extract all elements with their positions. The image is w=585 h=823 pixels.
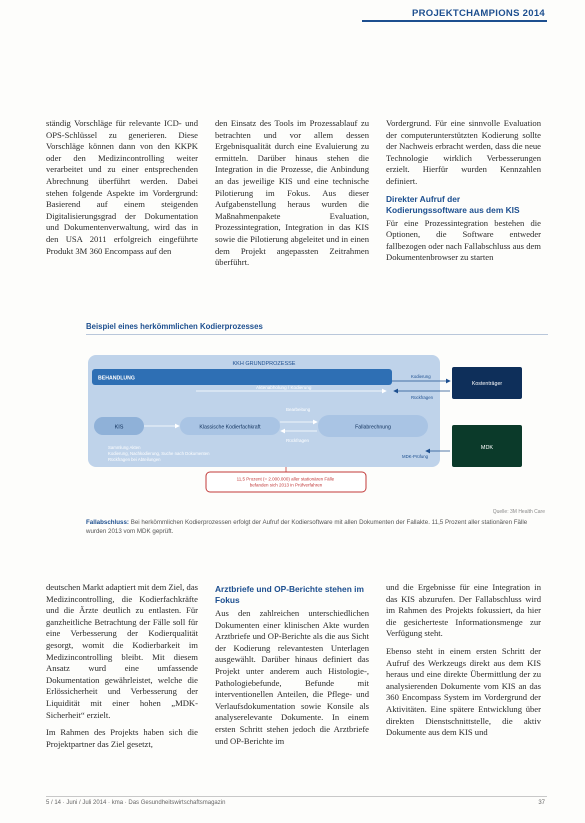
mdk-pruefung-label: MDK-Prüfung <box>402 454 429 459</box>
bearbeitung-label: Bearbeitung <box>286 407 311 412</box>
page-number: 37 <box>538 800 545 806</box>
footer-publication: 5 / 14 · Juni / Juli 2014 · kma · Das Gesundheitswirtschaftsmagazin <box>46 800 226 806</box>
paragraph: Im Rahmen des Projekts haben sich die Projektpartner das Ziel gesetzt, <box>46 727 198 749</box>
behandlung-label: BEHANDLUNG <box>98 375 135 382</box>
bottom-column-2 <box>215 582 369 753</box>
rueckfragen-mid-label: Rückfragen <box>286 438 310 443</box>
paragraph: und die Ergebnisse für eine Integration in das KIS abzurufen. Der Fallabschluss wird im Rahmen des Projekts fokussiert, da hier die gesicherteste Informationsmenge zur Verfügung steht. <box>386 582 541 639</box>
figure-rule <box>86 334 548 335</box>
kis-label: KIS <box>114 424 124 431</box>
note-kodierung: Kodierung, Nachkodierung, Suche nach Dokumenten <box>108 451 210 456</box>
paragraph: Aus den zahlreichen unterschiedlichen Dokumenten einer klinischen Akte wurden Arztbriefe und OP-Berichte als die aus Sicht der Kodierung relevantesten Unterlagen ausgewählt. Darüber hinaus definiert das Projekt unter anderem auch Histologie-, Pathologiebefunde, Befunde mit interventionellen Anteilen, die Pflege- und Verlaufsdokumentation sowie Konsile als analyserelevante Dokumente. In einem ersten Schritt stehen jedoch die Arztbriefe und OP-Berichte im <box>215 608 369 746</box>
process-diagram <box>86 345 546 495</box>
kodierung-label: Kodierung <box>411 374 431 379</box>
subheading: Direkter Aufruf der Kodierungssoftware aus dem KIS <box>386 193 520 215</box>
figure-title: Beispiel eines herkömmlichen Kodierprozesses <box>86 322 263 331</box>
aktenabholung-label: Aktenabholung / Kodierung <box>256 385 312 390</box>
top-column-1 <box>46 118 198 263</box>
paragraph: den Einsatz des Tools im Prozessablauf zu betrachten und vor allem dessen Ergebnisqualität durch eine Evaluierung zu ermitteln. Darüber hinaus stehen die Integration in die Prozesse, die Anbindung an das jeweilige KIS und eine technische Pilotierung im Fokus. Aus dieser Aufgabenstellung heraus wurden die Maßnahmenpakete Evaluation, Prozessintegration, Integration in das KIS sowie die Pilotierung abgeleitet und in einen dem Projekt angepassten Zeitrahmen überführt. <box>215 118 369 268</box>
bottom-column-1 <box>46 582 198 756</box>
subheading: Arztbriefe und OP-Berichte stehen im Fokus <box>215 584 364 605</box>
behandlung-lane <box>92 369 392 385</box>
rueckfragen-right-label: Rückfragen <box>411 395 433 400</box>
top-column-3 <box>386 118 541 270</box>
callout-line: befanden sich 2013 in Prüfverfahren <box>249 482 323 488</box>
footer-rule <box>46 796 547 797</box>
figure-credit: Quelle: 3M Health Care <box>492 509 545 515</box>
paragraph: deutschen Markt adaptiert mit dem Ziel, das Medizincontrolling, die Kodierfachkräfte und die Ärzte deutlich zu entlasten. Für ganzheitliche Betrachtung der Fälle soll für eine Verbesserung der Kodierqualität gesorgt, womit die Kodierbarkeit im Medizincontrolling bleibt. Mit diesem Ansatz wurd eine umfassende Dokumentation gewährleistet, welche die Erlössicherheit und Verbesserung der Liquidität mit einer hohen „MDK-Sicherheit“ erzielt. <box>46 582 199 720</box>
mdk-label: MDK <box>480 445 494 451</box>
kodierfachkraft-label: Klassische Kodierfachkraft <box>199 424 261 431</box>
grundprozesse-label: KKH GRUNDPROZESSE <box>232 361 296 367</box>
section-header: PROJEKTCHAMPIONS 2014 <box>411 8 545 19</box>
callout-line: 11,5 Prozent (= 2.000.000) aller stationären Fälle <box>236 476 335 482</box>
note-sammlung: Sammlung Akten <box>108 445 141 450</box>
figure-caption <box>86 519 546 536</box>
callout-text <box>237 477 336 488</box>
paragraph: Vordergrund. Für eine sinnvolle Evaluation der computerunterstützten Kodierung sollte der Nachweis erbracht werden, dass die neue Technologie wirklich Verbesserungen erzielt. Hierfür wurden Kennzahlen definiert. <box>386 118 541 186</box>
paragraph: ständig Vorschläge für relevante ICD- und OPS-Schlüssel zu generieren. Diese Vorschläge können dann von den KKPK oder den Medizincontrolling weiter verarbeitet und zu einer entsprechenden Abrechnung überführt werden. Dabei stehen folgende Aspekte im Vordergrund: Basierend auf einem steigenden Digitalisierungsgrad der Dokumentation und Dokumentenverwaltung, wird das in den USA 2011 erfolgreich eingeführte Produkt 3M 360 Encompass auf den <box>46 118 198 256</box>
caption-lead: Fallabschluss: <box>86 519 129 526</box>
kostentraeger-label: Kostenträger <box>471 381 503 387</box>
fallabrechnung-label: Fallabrechnung <box>355 424 391 431</box>
header-rule <box>362 20 547 22</box>
paragraph: Ebenso steht in einem ersten Schritt der Aufruf des Werkzeugs direkt aus dem KIS heraus und eine direkte Übermittlung der zu analysierenden Dokumente vom KIS an das 360 Encompass System im Vordergrund der Aktivitäten. Eine spätere Entwicklung über direkten Dienstschnittstelle, die aktiv Dokumente aus dem KIS und <box>386 645 541 738</box>
caption-text: Bei herkömmlichen Kodierprozessen erfolgt der Aufruf der Kodiersoftware mit allen Dokumenten der Fallakte. 11,5 Prozent aller stationären Fälle wurden 2013 vom MDK geprüft. <box>86 519 528 535</box>
bottom-column-3 <box>386 582 541 745</box>
note-rueckfragen: Rückfragen bei Abteilungen <box>108 457 161 462</box>
top-column-2 <box>215 118 369 275</box>
paragraph: Für eine Prozessintegration bestehen die Optionen, die Software entweder fallbezogen oder nach Fallabschluss aus dem Dokumentenbrowser zu starten <box>386 217 541 263</box>
